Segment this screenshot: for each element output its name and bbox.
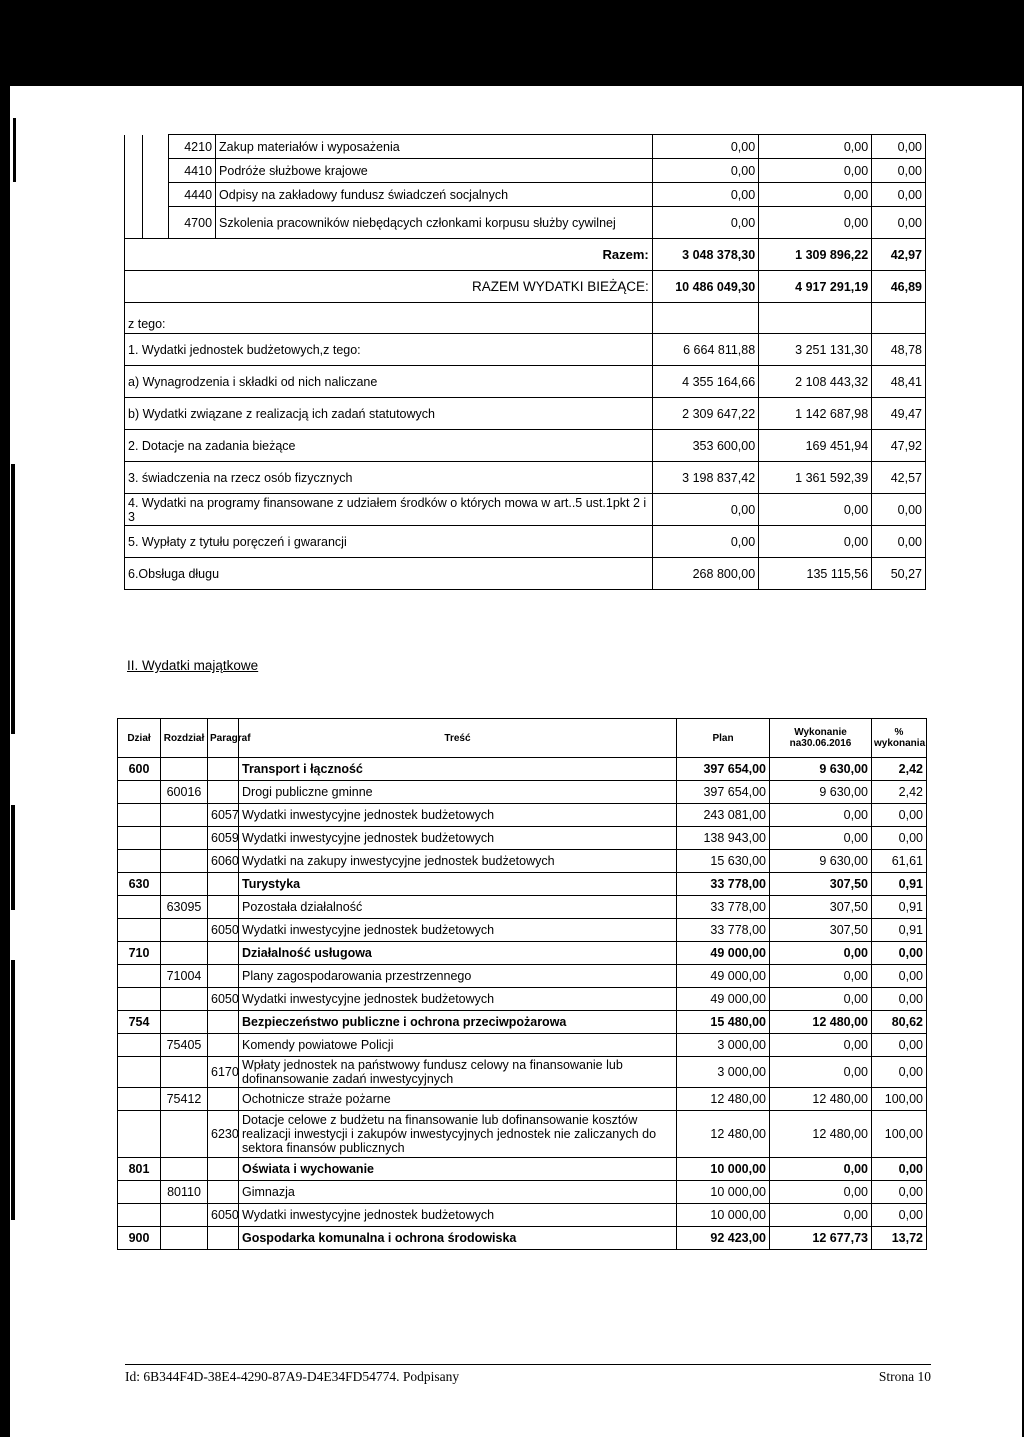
plan-value: 0,00 <box>652 183 758 207</box>
execution-value: 0,00 <box>759 207 872 239</box>
execution-value: 307,50 <box>770 919 872 942</box>
scan-edge-mark <box>13 118 16 182</box>
division-code <box>118 827 161 850</box>
row-description: 3. świadczenia na rzecz osób fizycznych <box>125 462 653 494</box>
table-row <box>118 1227 927 1250</box>
table-row <box>125 526 926 558</box>
table-row <box>125 398 926 430</box>
breakdown-heading: z tego: <box>125 303 653 334</box>
row-description: Szkolenia pracowników niebędących członkami korpusu służby cywilnej <box>216 207 653 239</box>
percent-value: 80,62 <box>872 1011 927 1034</box>
percent-value: 0,00 <box>872 1181 927 1204</box>
paragraph-code <box>208 1034 239 1057</box>
table-row <box>125 558 926 590</box>
plan-value: 397 654,00 <box>677 758 770 781</box>
execution-value: 135 115,56 <box>759 558 872 590</box>
row-description: Wydatki inwestycyjne jednostek budżetowych <box>239 827 677 850</box>
table-row <box>118 1088 927 1111</box>
division-code: 900 <box>118 1227 161 1250</box>
execution-value: 0,00 <box>759 159 872 183</box>
header-plan: Plan <box>677 719 770 758</box>
paragraph-code <box>208 896 239 919</box>
table-row <box>125 159 926 183</box>
percent-value: 0,00 <box>872 827 927 850</box>
row-description: Wydatki inwestycyjne jednostek budżetowych <box>239 919 677 942</box>
chapter-code <box>161 919 208 942</box>
chapter-code: 63095 <box>161 896 208 919</box>
chapter-code <box>161 1057 208 1088</box>
execution-value: 12 677,73 <box>770 1227 872 1250</box>
execution-value: 0,00 <box>770 1204 872 1227</box>
percent-value: 0,00 <box>872 1204 927 1227</box>
execution-value: 1 309 896,22 <box>759 239 872 271</box>
paragraph-code <box>208 873 239 896</box>
table-row <box>118 827 927 850</box>
table-row <box>118 1034 927 1057</box>
paragraph-code <box>208 965 239 988</box>
plan-value: 0,00 <box>652 494 758 526</box>
row-description: Wydatki inwestycyjne jednostek budżetowych <box>239 1204 677 1227</box>
plan-value: 33 778,00 <box>677 919 770 942</box>
row-description: 6.Obsługa długu <box>125 558 653 590</box>
table-row <box>118 988 927 1011</box>
row-description: Gospodarka komunalna i ochrona środowiska <box>239 1227 677 1250</box>
execution-value: 2 108 443,32 <box>759 366 872 398</box>
paragraph-code: 6057 <box>208 804 239 827</box>
table-row <box>125 207 926 239</box>
total-row <box>125 271 926 303</box>
chapter-code <box>161 1204 208 1227</box>
row-description: Turystyka <box>239 873 677 896</box>
row-description: b) Wydatki związane z realizacją ich zadań statutowych <box>125 398 653 430</box>
row-description: Oświata i wychowanie <box>239 1158 677 1181</box>
paragraph-code: 6060 <box>208 850 239 873</box>
plan-value: 0,00 <box>652 207 758 239</box>
percent-value: 48,41 <box>872 366 926 398</box>
paragraph-code: 6170 <box>208 1057 239 1088</box>
execution-value: 9 630,00 <box>770 850 872 873</box>
row-description: Wydatki inwestycyjne jednostek budżetowych <box>239 988 677 1011</box>
percent-value: 42,57 <box>872 462 926 494</box>
division-code <box>118 988 161 1011</box>
percent-value: 0,00 <box>872 1057 927 1088</box>
execution-value: 12 480,00 <box>770 1111 872 1158</box>
execution-value: 169 451,94 <box>759 430 872 462</box>
chapter-code: 75405 <box>161 1034 208 1057</box>
plan-value: 4 355 164,66 <box>652 366 758 398</box>
percent-value: 50,27 <box>872 558 926 590</box>
execution-value: 1 142 687,98 <box>759 398 872 430</box>
plan-value: 15 480,00 <box>677 1011 770 1034</box>
chapter-code: 60016 <box>161 781 208 804</box>
percent-value: 42,97 <box>872 239 926 271</box>
paragraph-code <box>208 1227 239 1250</box>
chapter-code <box>161 873 208 896</box>
plan-value: 49 000,00 <box>677 965 770 988</box>
division-code <box>118 1204 161 1227</box>
percent-value: 0,00 <box>872 804 927 827</box>
chapter-code <box>161 758 208 781</box>
chapter-code <box>161 827 208 850</box>
table-row <box>118 1111 927 1158</box>
percent-value: 0,91 <box>872 919 927 942</box>
row-description: Pozostała działalność <box>239 896 677 919</box>
plan-value: 15 630,00 <box>677 850 770 873</box>
table-row <box>118 1204 927 1227</box>
execution-value: 0,00 <box>759 494 872 526</box>
plan-value: 6 664 811,88 <box>652 334 758 366</box>
execution-value: 0,00 <box>770 1034 872 1057</box>
percent-value: 2,42 <box>872 781 927 804</box>
header-paragraf: Paragraf <box>208 719 239 758</box>
plan-value: 3 000,00 <box>677 1057 770 1088</box>
row-description: Działalność usługowa <box>239 942 677 965</box>
row-description: Wydatki na zakupy inwestycyjne jednostek budżetowych <box>239 850 677 873</box>
paragraph-code <box>208 781 239 804</box>
plan-value: 92 423,00 <box>677 1227 770 1250</box>
plan-value: 49 000,00 <box>677 988 770 1011</box>
capital-expenses-table <box>117 718 927 1250</box>
plan-value: 10 000,00 <box>677 1181 770 1204</box>
plan-value: 49 000,00 <box>677 942 770 965</box>
plan-value: 33 778,00 <box>677 896 770 919</box>
chapter-code: 80110 <box>161 1181 208 1204</box>
header-tresc: Treść <box>239 719 677 758</box>
table-row <box>118 850 927 873</box>
execution-value: 0,00 <box>759 183 872 207</box>
percent-value: 0,00 <box>872 183 926 207</box>
division-code <box>118 804 161 827</box>
division-code <box>118 896 161 919</box>
row-description: Drogi publiczne gminne <box>239 781 677 804</box>
chapter-code <box>161 1158 208 1181</box>
paragraph-code <box>208 1158 239 1181</box>
header-percent: % wykonania <box>872 719 927 758</box>
row-description: Ochotnicze straże pożarne <box>239 1088 677 1111</box>
row-description: Gimnazja <box>239 1181 677 1204</box>
table-row <box>118 942 927 965</box>
row-description: 2. Dotacje na zadania bieżące <box>125 430 653 462</box>
row-description: 4. Wydatki na programy finansowane z udziałem środków o których mowa w art..5 ust.1pkt 2 i 3 <box>125 494 653 526</box>
percent-value: 0,00 <box>872 494 926 526</box>
plan-value: 3 048 378,30 <box>652 239 758 271</box>
table-row <box>118 873 927 896</box>
percent-value: 0,91 <box>872 873 927 896</box>
chapter-code: 71004 <box>161 965 208 988</box>
signature-id: Id: 6B344F4D-38E4-4290-87A9-D4E34FD54774. Podpisany <box>125 1369 460 1384</box>
plan-value: 138 943,00 <box>677 827 770 850</box>
row-description: Bezpieczeństwo publiczne i ochrona przeciwpożarowa <box>239 1011 677 1034</box>
table-row <box>118 965 927 988</box>
division-code <box>118 1181 161 1204</box>
plan-value: 268 800,00 <box>652 558 758 590</box>
paragraph-code: 6050 <box>208 1204 239 1227</box>
table-row <box>118 1011 927 1034</box>
row-description: Wpłaty jednostek na państwowy fundusz celowy na finansowanie lub dofinansowanie zadań inwestycyjnych <box>239 1057 677 1088</box>
header-rozdzial: Rozdział <box>161 719 208 758</box>
subtotal-label: Razem: <box>125 239 653 271</box>
execution-value: 9 630,00 <box>770 758 872 781</box>
paragraph-code: 6230 <box>208 1111 239 1158</box>
row-description: Plany zagospodarowania przestrzennego <box>239 965 677 988</box>
division-code: 754 <box>118 1011 161 1034</box>
percent-value: 100,00 <box>872 1088 927 1111</box>
plan-value: 0,00 <box>652 159 758 183</box>
chapter-code <box>161 1011 208 1034</box>
row-description: Odpisy na zakładowy fundusz świadczeń socjalnych <box>216 183 653 207</box>
division-code: 710 <box>118 942 161 965</box>
plan-value: 12 480,00 <box>677 1111 770 1158</box>
percent-value: 0,00 <box>872 159 926 183</box>
paragraph-code: 6050 <box>208 919 239 942</box>
percent-value: 100,00 <box>872 1111 927 1158</box>
division-code: 801 <box>118 1158 161 1181</box>
percent-value: 49,47 <box>872 398 926 430</box>
table-row <box>125 494 926 526</box>
execution-value: 9 630,00 <box>770 781 872 804</box>
execution-value: 1 361 592,39 <box>759 462 872 494</box>
scan-edge-mark <box>11 960 15 1220</box>
plan-value: 3 000,00 <box>677 1034 770 1057</box>
execution-value: 0,00 <box>759 526 872 558</box>
table-row <box>118 896 927 919</box>
plan-value: 10 486 049,30 <box>652 271 758 303</box>
paragraph-code: 6050 <box>208 988 239 1011</box>
row-description: Zakup materiałów i wyposażenia <box>216 135 653 159</box>
table-row <box>118 919 927 942</box>
header-dzial: Dział <box>118 719 161 758</box>
document-footer <box>125 1364 931 1385</box>
table-row <box>118 1057 927 1088</box>
percent-value: 0,00 <box>872 965 927 988</box>
execution-value: 4 917 291,19 <box>759 271 872 303</box>
division-code <box>118 781 161 804</box>
execution-value: 307,50 <box>770 873 872 896</box>
execution-value: 0,00 <box>770 827 872 850</box>
table-row <box>125 183 926 207</box>
division-code <box>118 919 161 942</box>
percent-value: 47,92 <box>872 430 926 462</box>
plan-value: 2 309 647,22 <box>652 398 758 430</box>
table-row <box>118 781 927 804</box>
percent-value: 2,42 <box>872 758 927 781</box>
execution-value: 0,00 <box>759 135 872 159</box>
table-row <box>125 462 926 494</box>
execution-value: 12 480,00 <box>770 1088 872 1111</box>
division-code <box>118 850 161 873</box>
percent-value: 0,00 <box>872 988 927 1011</box>
execution-value: 0,00 <box>770 942 872 965</box>
paragraph-code <box>208 1011 239 1034</box>
execution-value: 0,00 <box>770 965 872 988</box>
page-number: Strona 10 <box>878 1369 931 1384</box>
execution-value: 0,00 <box>770 1158 872 1181</box>
division-code: 630 <box>118 873 161 896</box>
plan-value: 12 480,00 <box>677 1088 770 1111</box>
execution-value: 3 251 131,30 <box>759 334 872 366</box>
plan-value: 10 000,00 <box>677 1158 770 1181</box>
header-wykonanie: Wykonanie na30.06.2016 <box>770 719 872 758</box>
row-description: Komendy powiatowe Policji <box>239 1034 677 1057</box>
table-row <box>118 1158 927 1181</box>
table-row <box>118 804 927 827</box>
plan-value: 397 654,00 <box>677 781 770 804</box>
table-header-row <box>118 719 927 758</box>
chapter-code <box>161 1111 208 1158</box>
paragraph-code: 4700 <box>168 207 215 239</box>
paragraph-code: 4440 <box>168 183 215 207</box>
row-description: 5. Wypłaty z tytułu poręczeń i gwarancji <box>125 526 653 558</box>
row-description: 1. Wydatki jednostek budżetowych,z tego: <box>125 334 653 366</box>
row-description: Dotacje celowe z budżetu na finansowanie lub dofinansowanie kosztów realizacji inwestycji i zakupów inwestycyjnych jednostek nie zaliczanych do sektora finansów publicznych <box>239 1111 677 1158</box>
paragraph-code: 4410 <box>168 159 215 183</box>
paragraph-code <box>208 942 239 965</box>
plan-value: 10 000,00 <box>677 1204 770 1227</box>
percent-value: 61,61 <box>872 850 927 873</box>
percent-value: 0,00 <box>872 1034 927 1057</box>
percent-value: 13,72 <box>872 1227 927 1250</box>
chapter-code <box>161 942 208 965</box>
percent-value: 0,00 <box>872 135 926 159</box>
current-expenses-table <box>124 134 926 590</box>
division-code <box>118 1088 161 1111</box>
paragraph-code: 4210 <box>168 135 215 159</box>
table-row <box>125 303 926 334</box>
total-label: RAZEM WYDATKI BIEŻĄCE: <box>125 271 653 303</box>
plan-value: 243 081,00 <box>677 804 770 827</box>
execution-value: 12 480,00 <box>770 1011 872 1034</box>
plan-value: 0,00 <box>652 135 758 159</box>
row-description: a) Wynagrodzenia i składki od nich naliczane <box>125 366 653 398</box>
percent-value: 0,00 <box>872 942 927 965</box>
execution-value: 0,00 <box>770 1057 872 1088</box>
division-code: 600 <box>118 758 161 781</box>
percent-value: 48,78 <box>872 334 926 366</box>
percent-value: 0,00 <box>872 526 926 558</box>
scan-edge-mark <box>11 464 15 734</box>
division-code <box>118 1111 161 1158</box>
chapter-code <box>161 988 208 1011</box>
chapter-code <box>161 804 208 827</box>
paragraph-code <box>208 1181 239 1204</box>
row-description: Podróże służbowe krajowe <box>216 159 653 183</box>
division-code <box>118 965 161 988</box>
table-row <box>125 366 926 398</box>
table-row <box>125 430 926 462</box>
subtotal-row <box>125 239 926 271</box>
execution-value: 0,00 <box>770 988 872 1011</box>
execution-value: 0,00 <box>770 1181 872 1204</box>
row-description: Wydatki inwestycyjne jednostek budżetowych <box>239 804 677 827</box>
execution-value: 307,50 <box>770 896 872 919</box>
percent-value: 0,91 <box>872 896 927 919</box>
plan-value: 33 778,00 <box>677 873 770 896</box>
plan-value: 0,00 <box>652 526 758 558</box>
chapter-code: 75412 <box>161 1088 208 1111</box>
chapter-code <box>161 1227 208 1250</box>
plan-value: 353 600,00 <box>652 430 758 462</box>
table-row <box>125 334 926 366</box>
percent-value: 0,00 <box>872 207 926 239</box>
row-description: Transport i łączność <box>239 758 677 781</box>
table-row <box>118 758 927 781</box>
division-code <box>118 1034 161 1057</box>
execution-value: 0,00 <box>770 804 872 827</box>
paragraph-code: 6059 <box>208 827 239 850</box>
percent-value: 0,00 <box>872 1158 927 1181</box>
section-title: II. Wydatki majątkowe <box>127 658 259 673</box>
scan-edge-mark <box>11 805 15 910</box>
table-row <box>125 135 926 159</box>
plan-value: 3 198 837,42 <box>652 462 758 494</box>
division-code <box>118 1057 161 1088</box>
chapter-code <box>161 850 208 873</box>
table-row <box>118 1181 927 1204</box>
paragraph-code <box>208 758 239 781</box>
percent-value: 46,89 <box>872 271 926 303</box>
paragraph-code <box>208 1088 239 1111</box>
